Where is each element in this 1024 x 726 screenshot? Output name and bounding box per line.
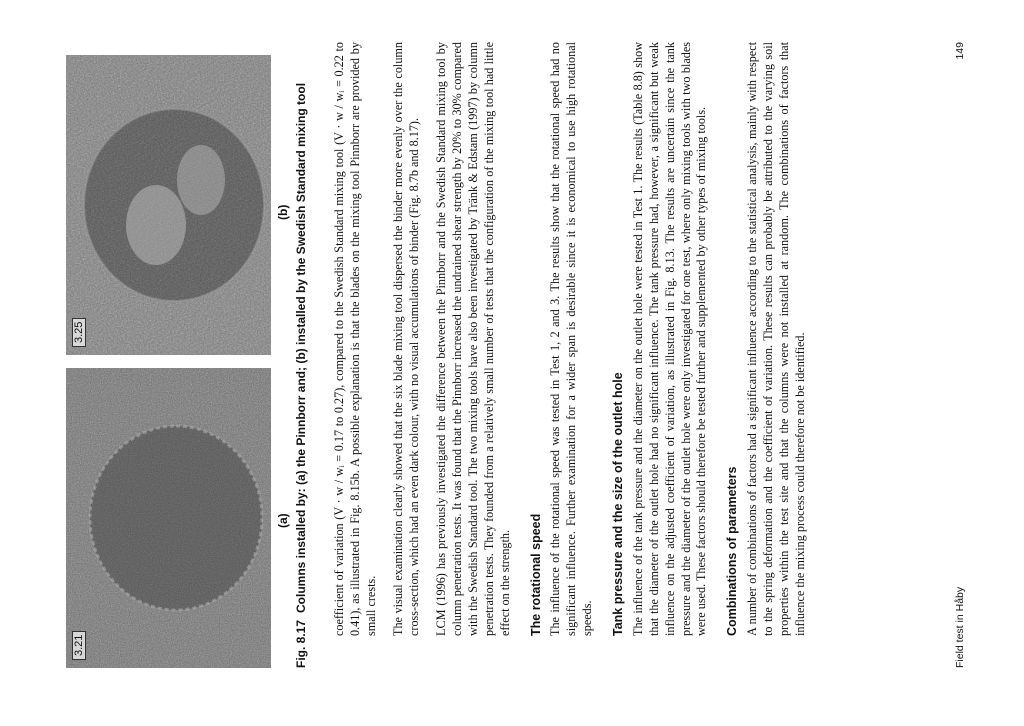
figure-photos — [66, 28, 271, 698]
body-text — [332, 42, 820, 636]
section-text-combinations: A number of combinations of factors had a significant influence according to the statistical analysis, mainly with respect to the spring deformation and the coefficient of variation. These results can probably be attributed to the varying soil properties within the test site and that the columns were not installed at random. The combinations of factors that influence the mixing process could therefore not be identified. — [744, 42, 807, 636]
figure-label-a: (a) — [276, 513, 290, 528]
page-number: 149 — [954, 42, 966, 60]
paragraph: The visual examination clearly showed that the six blade mixing tool dispersed the binder more evenly over the column cross-section, which had an even dark colour, with no visual accumulations of binder (Fig. 8.7b and 8.17). — [390, 42, 421, 636]
column-photo-swedish-standard — [66, 55, 271, 355]
column-photo-pinnborr — [66, 368, 271, 668]
photo-a-tag: 3.21 — [72, 631, 86, 660]
figure-number: Fig. 8.17 — [294, 619, 308, 668]
paragraph: coefficient of variation (V · w / wᵢ = 0.17 to 0.27), compared to the Swedish Standard mixing tool (V · w / wᵢ = 0.22 to 0.41), as illustrated in Fig. 8.15b. A possible explanation is that the blades on the mixing tool Pinnborr are provided by small crests. — [332, 42, 378, 636]
section-heading-rotational-speed: The rotational speed — [528, 513, 543, 636]
section-text-tank-pressure: The influence of the tank pressure and the diameter on the outlet hole were tested in Test 1. The results (Table 8.8) show that the diameter of the outlet hole had no significant influence. The tank pressure had, however, a significant but weak influence on the adjusted coefficient of variation, as illustrated in Fig. 8.13. The results are uncertain since the tank pressure and the diameter of the outlet hole were only investigated for one test, where only mixing tools with two blades were used. These factors should therefore be tested further and supplemented by other types of mixing tools. — [630, 42, 709, 636]
section-heading-tank-pressure: Tank pressure and the size of the outlet hole — [611, 372, 626, 636]
figure-label-b: (b) — [276, 204, 290, 220]
book-page — [32, 18, 992, 708]
running-footer: Field test in Håby — [954, 586, 966, 668]
section-text-rotational-speed: The influence of the rotational speed was tested in Test 1, 2 and 3. The results show that the rotational speed had no significant influence. Further examination for a wider span is desirable since it is economical to use high rotational speeds. — [548, 42, 595, 636]
photo-b-tag: 3.25 — [72, 318, 86, 347]
figure-caption — [294, 38, 309, 668]
photo-b-image — [66, 55, 271, 355]
photo-a-image — [66, 368, 271, 668]
paragraph: LCM (1996) has previously investigated the difference between the Pinnborr and the Swedish Standard mixing tool by column penetration tests. It was found that the Pinnborr increased the undrained shear strength by 20% to 30% compared with the Swedish Standard tool. The two mixing tools have also been investigated by Tränk & Edstam (1997) by column penetration tests. They founded from a relatively small number of tests that the configuration of the mixing tool had little effect on the strength. — [433, 42, 512, 636]
figure-caption-text: Columns installed by: (a) the Pinnborr and; (b) installed by the Swedish Standard mixing tool — [294, 82, 308, 613]
page-footer — [954, 42, 966, 668]
section-heading-combinations: Combinations of parameters — [725, 466, 740, 636]
